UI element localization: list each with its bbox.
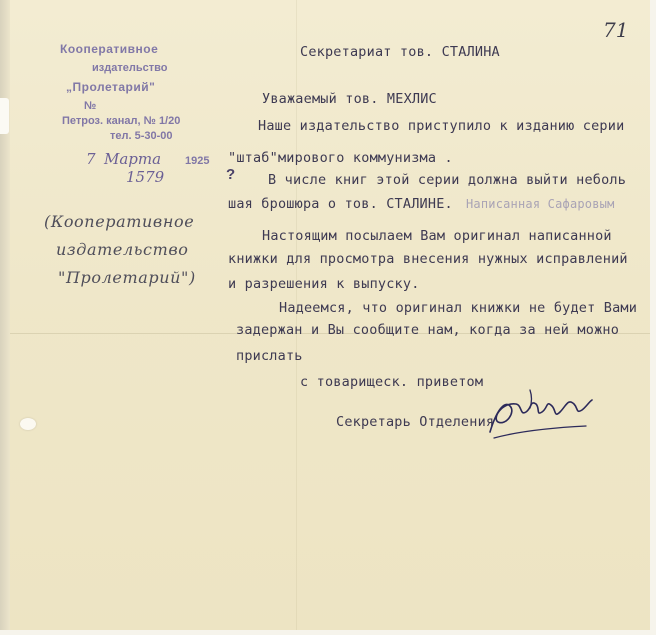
stamp-line-2: издательство [92,62,168,74]
punch-hole [20,418,36,430]
letter-addressee: Секретариат тов. СТАЛИНА [300,44,500,60]
paragraph-4-line-2: задержан и Вы сообщите нам, когда за ней можно [236,322,620,338]
stamp-line-1: Кооперативное [60,42,159,56]
paragraph-2-faint-text: Написанная Сафаровым [466,197,615,211]
stamp-line-4: № [84,100,97,112]
margin-note-line-2: издательство [56,240,189,259]
margin-note-line-1: (Кооперативное [44,212,195,231]
stamp-date-year: 1925 [185,155,210,167]
paragraph-4-line-3: прислать [236,348,303,364]
stamp-number: 1579 [126,168,165,186]
paragraph-3-line-3: и разрешения к выпуску. [228,276,420,292]
margin-note-line-3: "Пролетарий") [58,268,196,287]
stamp-date-day: 7 [86,150,96,168]
paragraph-1-line-2: "штаб"мирового коммунизма . [228,150,453,166]
paragraph-2-line-2: шая брошюра о тов. СТАЛИНЕ. [228,196,453,212]
scan-edge-right [650,0,656,635]
paragraph-2-line-1: В числе книг этой серии должна выйти неболь [268,172,627,188]
stamp-date-month: Марта [104,150,162,168]
handwritten-signature [486,382,596,442]
paragraph-4-line-1: Надеемся, что оригинал книжки не будет Вами [279,300,638,316]
paragraph-1-line-1: Наше издательство приступило к изданию серии [258,118,625,134]
margin-question-mark: ? [226,166,236,183]
paper-left-edge [0,0,10,635]
scan-edge-bottom [0,630,656,635]
stamp-line-6: тел. 5-30-00 [110,130,173,142]
signature-title: Секретарь Отделения [336,414,495,430]
paragraph-3-line-1: Настоящим посылаем Вам оригинал написанной [262,228,612,244]
paragraph-3-line-2: книжки для просмотра внесения нужных исправлений [228,251,628,267]
stamp-line-3: „Пролетарий" [66,80,156,94]
letter-greeting: Уважаемый тов. МЕХЛИС [262,91,437,107]
page-number: 71 [603,18,629,42]
letter-closing: с товарищеск. приветом [300,374,484,390]
paper-tab [0,98,9,134]
stamp-line-5: Петроз. канал, № 1/20 [62,115,181,127]
